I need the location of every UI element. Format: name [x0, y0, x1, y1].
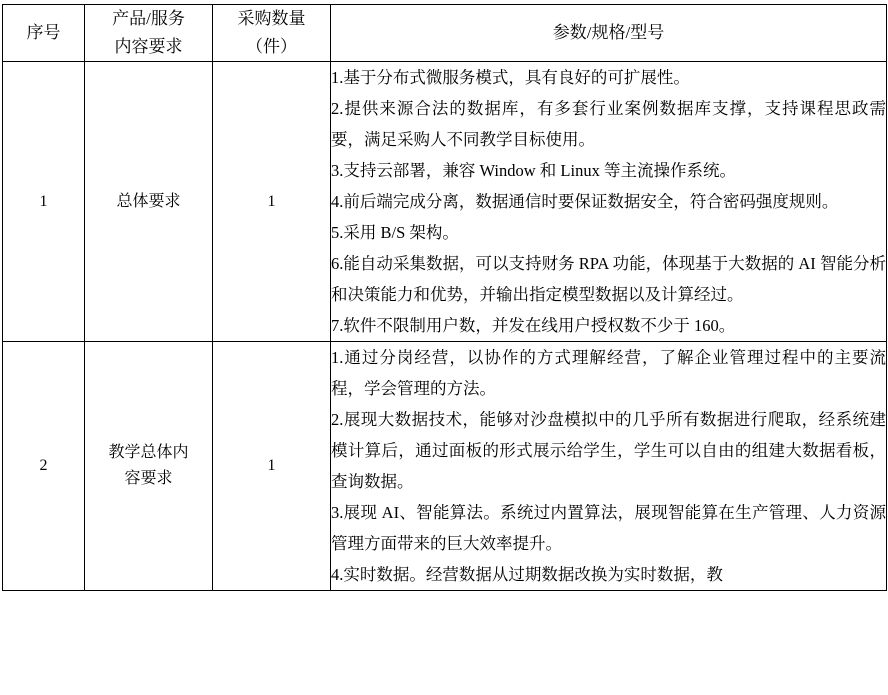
row-number: 1 — [3, 62, 85, 342]
row-item-name: 总体要求 — [85, 62, 213, 342]
table-row — [3, 342, 887, 591]
column-header-item — [85, 5, 213, 62]
row-specification — [331, 62, 887, 342]
specification-table — [2, 4, 887, 591]
column-header-spec: 参数/规格/型号 — [331, 5, 887, 62]
column-header-quantity-line2: （件） — [246, 37, 297, 56]
row-number: 2 — [3, 342, 85, 591]
row-item-name-line2: 容要求 — [124, 470, 173, 487]
row-specification — [331, 342, 887, 591]
spec-line: 1.通过分岗经营，以协作的方式理解经营，了解企业管理过程中的主要流程，学会管理的方法。 — [331, 348, 886, 398]
spec-line: 3.支持云部署，兼容 Window 和 Linux 等主流操作系统。 — [331, 161, 736, 180]
row-item-name-line1: 教学总体内 — [108, 444, 189, 461]
spec-line: 2.提供来源合法的数据库，有多套行业案例数据库支撑，支持课程思政需要，满足采购人不同教学目标使用。 — [331, 99, 886, 149]
table-row — [3, 62, 887, 342]
spec-line: 6.能自动采集数据，可以支持财务 RPA 功能，体现基于大数据的 AI 智能分析和决策能力和优势，并输出指定模型数据以及计算经过。 — [331, 254, 886, 304]
spec-line: 2.展现大数据技术，能够对沙盘模拟中的几乎所有数据进行爬取，经系统建模计算后，通过面板的形式展示给学生，学生可以自由的组建大数据看板，查询数据。 — [331, 410, 886, 491]
table-header-row — [3, 5, 887, 62]
spec-line: 1.基于分布式微服务模式，具有良好的可扩展性。 — [331, 68, 690, 87]
spec-line: 3.展现 AI、智能算法。系统过内置算法，展现智能算在生产管理、人力资源管理方面带来的巨大效率提升。 — [331, 503, 886, 553]
column-header-no: 序号 — [3, 5, 85, 62]
row-quantity: 1 — [213, 62, 331, 342]
spec-line: 4.实时数据。经营数据从过期数据改换为实时数据，教 — [331, 565, 723, 584]
column-header-quantity-line1: 采购数量 — [237, 9, 306, 28]
column-header-item-line1: 产品/服务 — [112, 9, 185, 28]
table-body — [3, 62, 887, 591]
column-header-quantity — [213, 5, 331, 62]
spec-line: 4.前后端完成分离，数据通信时要保证数据安全，符合密码强度规则。 — [331, 192, 839, 211]
table-header — [3, 5, 887, 62]
row-item-name — [85, 342, 213, 591]
spec-line: 7.软件不限制用户数，并发在线用户授权数不少于 160。 — [331, 316, 736, 335]
spec-line: 5.采用 B/S 架构。 — [331, 223, 459, 242]
column-header-item-line2: 内容要求 — [114, 37, 183, 56]
row-quantity: 1 — [213, 342, 331, 591]
